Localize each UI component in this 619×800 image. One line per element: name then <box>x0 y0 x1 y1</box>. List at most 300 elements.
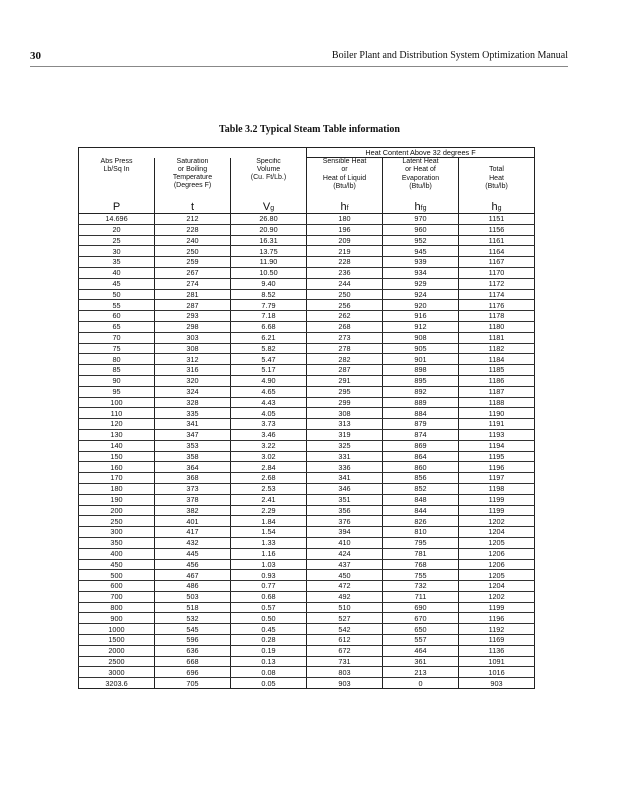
table-cell: 336 <box>307 462 383 473</box>
table-cell: 45 <box>79 278 155 289</box>
table-cell: 180 <box>79 483 155 494</box>
table-cell: 1500 <box>79 635 155 646</box>
table-cell: 55 <box>79 300 155 311</box>
table-cell: 346 <box>307 483 383 494</box>
symbol-row <box>79 201 535 214</box>
table-row <box>79 462 535 473</box>
table-cell: 80 <box>79 354 155 365</box>
table-cell: 844 <box>383 505 459 516</box>
column-header-line: Lb/Sq In <box>103 165 130 173</box>
table-cell: 600 <box>79 581 155 592</box>
column-header <box>383 158 459 202</box>
table-cell: 200 <box>79 505 155 516</box>
table-cell: 40 <box>79 267 155 278</box>
column-header-line: Total <box>489 166 504 174</box>
table-cell: 596 <box>155 635 231 646</box>
table-cell: 803 <box>307 667 383 678</box>
column-symbol <box>383 201 459 214</box>
table-cell: 1178 <box>459 311 535 322</box>
table-cell: 268 <box>307 321 383 332</box>
table-cell: 376 <box>307 516 383 527</box>
table-cell: 1167 <box>459 257 535 268</box>
table-cell: 401 <box>155 516 231 527</box>
table-cell: 939 <box>383 257 459 268</box>
table-cell: 934 <box>383 267 459 278</box>
table-cell: 1199 <box>459 494 535 505</box>
table-cell: 1161 <box>459 235 535 246</box>
column-header-row <box>79 158 535 202</box>
table-cell: 1170 <box>459 267 535 278</box>
table-cell: 50 <box>79 289 155 300</box>
table-cell: 373 <box>155 483 231 494</box>
table-cell: 1193 <box>459 429 535 440</box>
table-cell: 1205 <box>459 570 535 581</box>
table-cell: 650 <box>383 624 459 635</box>
table-cell: 287 <box>307 365 383 376</box>
table-cell: 1156 <box>459 224 535 235</box>
table-row <box>79 635 535 646</box>
table-cell: 0.68 <box>231 591 307 602</box>
table-cell: 120 <box>79 419 155 430</box>
column-symbol-letter: P <box>112 201 121 213</box>
table-row <box>79 429 535 440</box>
table-cell: 1186 <box>459 375 535 386</box>
table-cell: 278 <box>307 343 383 354</box>
table-cell: 35 <box>79 257 155 268</box>
table-row <box>79 365 535 376</box>
table-cell: 1172 <box>459 278 535 289</box>
column-symbol-letter: h <box>491 201 498 213</box>
table-cell: 3000 <box>79 667 155 678</box>
table-cell: 700 <box>79 591 155 602</box>
table-cell: 668 <box>155 656 231 667</box>
table-cell: 860 <box>383 462 459 473</box>
table-cell: 705 <box>155 678 231 689</box>
table-cell: 274 <box>155 278 231 289</box>
table-cell: 90 <box>79 375 155 386</box>
table-cell: 3203.6 <box>79 678 155 689</box>
table-cell: 1164 <box>459 246 535 257</box>
table-row <box>79 548 535 559</box>
column-header <box>155 158 231 202</box>
table-row <box>79 235 535 246</box>
table-row <box>79 375 535 386</box>
table-cell: 320 <box>155 375 231 386</box>
table-cell: 5.47 <box>231 354 307 365</box>
table-cell: 908 <box>383 332 459 343</box>
column-header-line: or Boiling <box>177 165 208 173</box>
table-cell: 1204 <box>459 581 535 592</box>
column-header <box>307 158 383 202</box>
table-cell: 1206 <box>459 559 535 570</box>
table-row <box>79 494 535 505</box>
column-header-line: Temperature <box>172 174 213 181</box>
table-cell: 889 <box>383 397 459 408</box>
table-cell: 0.05 <box>231 678 307 689</box>
table-cell: 4.43 <box>231 397 307 408</box>
column-symbol-letter: h <box>340 201 347 213</box>
table-cell: 960 <box>383 224 459 235</box>
table-cell: 417 <box>155 527 231 538</box>
table-cell: 170 <box>79 473 155 484</box>
column-symbol <box>459 201 535 214</box>
column-header-line: Evaporation <box>401 174 440 182</box>
table-row <box>79 343 535 354</box>
table-row <box>79 278 535 289</box>
table-cell: 361 <box>383 656 459 667</box>
column-header-line: (Cu. Ft/Lb.) <box>250 174 287 181</box>
table-cell: 250 <box>307 289 383 300</box>
table-cell: 313 <box>307 419 383 430</box>
table-cell: 929 <box>383 278 459 289</box>
table-cell: 874 <box>383 429 459 440</box>
table-cell: 912 <box>383 321 459 332</box>
table-cell: 6.68 <box>231 321 307 332</box>
column-symbol-subscript: g <box>497 204 502 212</box>
table-cell: 228 <box>307 257 383 268</box>
table-cell: 864 <box>383 451 459 462</box>
table-row <box>79 624 535 635</box>
table-cell: 1000 <box>79 624 155 635</box>
table-cell: 209 <box>307 235 383 246</box>
table-cell: 303 <box>155 332 231 343</box>
group-header-blank <box>79 148 307 158</box>
table-cell: 1151 <box>459 214 535 225</box>
table-cell: 432 <box>155 537 231 548</box>
table-cell: 2000 <box>79 645 155 656</box>
table-cell: 299 <box>307 397 383 408</box>
table-cell: 795 <box>383 537 459 548</box>
table-cell: 542 <box>307 624 383 635</box>
table-cell: 711 <box>383 591 459 602</box>
table-cell: 500 <box>79 570 155 581</box>
table-row <box>79 537 535 548</box>
table-cell: 14.696 <box>79 214 155 225</box>
table-cell: 4.05 <box>231 408 307 419</box>
table-row <box>79 397 535 408</box>
table-cell: 7.79 <box>231 300 307 311</box>
table-row <box>79 613 535 624</box>
table-cell: 557 <box>383 635 459 646</box>
table-cell: 952 <box>383 235 459 246</box>
column-header-line: Volume <box>256 165 281 173</box>
table-cell: 518 <box>155 602 231 613</box>
table-cell: 382 <box>155 505 231 516</box>
table-cell: 335 <box>155 408 231 419</box>
table-cell: 240 <box>155 235 231 246</box>
table-cell: 262 <box>307 311 383 322</box>
table-cell: 901 <box>383 354 459 365</box>
table-cell: 903 <box>459 678 535 689</box>
table-title: Table 3.2 Typical Steam Table information <box>219 124 400 135</box>
table-cell: 5.82 <box>231 343 307 354</box>
table-cell: 0.28 <box>231 635 307 646</box>
table-cell: 1204 <box>459 527 535 538</box>
table-cell: 920 <box>383 300 459 311</box>
table-cell: 1199 <box>459 505 535 516</box>
table-cell: 464 <box>383 645 459 656</box>
table-row <box>79 224 535 235</box>
table-cell: 900 <box>79 613 155 624</box>
table-row <box>79 419 535 430</box>
table-cell: 731 <box>307 656 383 667</box>
table-cell: 25 <box>79 235 155 246</box>
table-cell: 1180 <box>459 321 535 332</box>
table-row <box>79 440 535 451</box>
table-cell: 3.73 <box>231 419 307 430</box>
table-cell: 2500 <box>79 656 155 667</box>
table-cell: 331 <box>307 451 383 462</box>
steam-table <box>78 147 535 689</box>
table-row <box>79 332 535 343</box>
table-cell: 1187 <box>459 386 535 397</box>
table-cell: 892 <box>383 386 459 397</box>
table-cell: 612 <box>307 635 383 646</box>
column-header-line: or Heat of <box>405 166 436 174</box>
table-cell: 3.22 <box>231 440 307 451</box>
table-cell: 1206 <box>459 548 535 559</box>
column-header-line: Heat of Liquid <box>322 174 367 182</box>
table-cell: 4.65 <box>231 386 307 397</box>
table-cell: 879 <box>383 419 459 430</box>
table-cell: 1188 <box>459 397 535 408</box>
table-cell: 3.02 <box>231 451 307 462</box>
column-header-line: Sensible Heat <box>322 158 367 165</box>
table-cell: 437 <box>307 559 383 570</box>
table-cell: 212 <box>155 214 231 225</box>
table-cell: 130 <box>79 429 155 440</box>
table-cell: 293 <box>155 311 231 322</box>
table-cell: 75 <box>79 343 155 354</box>
table-cell: 1174 <box>459 289 535 300</box>
table-cell: 0.08 <box>231 667 307 678</box>
table-cell: 905 <box>383 343 459 354</box>
running-head: Boiler Plant and Distribution System Optimization Manual <box>331 50 568 61</box>
table-cell: 1202 <box>459 516 535 527</box>
table-row <box>79 408 535 419</box>
table-row <box>79 656 535 667</box>
table-row <box>79 473 535 484</box>
table-cell: 13.75 <box>231 246 307 257</box>
column-header-line: Specific <box>256 157 281 165</box>
table-cell: 85 <box>79 365 155 376</box>
table-cell: 324 <box>155 386 231 397</box>
table-cell: 670 <box>383 613 459 624</box>
column-header <box>79 158 155 202</box>
table-row <box>79 602 535 613</box>
table-cell: 328 <box>155 397 231 408</box>
group-header: Heat Content Above 32 degrees F <box>307 148 535 158</box>
table-cell: 11.90 <box>231 257 307 268</box>
table-cell: 2.68 <box>231 473 307 484</box>
column-symbol-subscript: fg <box>420 204 427 212</box>
table-cell: 467 <box>155 570 231 581</box>
table-cell: 898 <box>383 365 459 376</box>
table-cell: 424 <box>307 548 383 559</box>
table-cell: 1195 <box>459 451 535 462</box>
table-cell: 903 <box>307 678 383 689</box>
table-cell: 916 <box>383 311 459 322</box>
table-cell: 7.18 <box>231 311 307 322</box>
table-cell: 1199 <box>459 602 535 613</box>
table-cell: 312 <box>155 354 231 365</box>
table-cell: 492 <box>307 591 383 602</box>
table-cell: 781 <box>383 548 459 559</box>
table-cell: 358 <box>155 451 231 462</box>
table-cell: 65 <box>79 321 155 332</box>
table-cell: 250 <box>155 246 231 257</box>
table-row <box>79 246 535 257</box>
table-cell: 228 <box>155 224 231 235</box>
column-symbol-letter: V <box>262 201 271 213</box>
table-row <box>79 300 535 311</box>
column-symbol <box>155 201 231 214</box>
table-cell: 190 <box>79 494 155 505</box>
column-header-line: Saturation <box>176 157 209 165</box>
table-cell: 259 <box>155 257 231 268</box>
table-cell: 0 <box>383 678 459 689</box>
table-row <box>79 591 535 602</box>
column-header-line: or <box>341 166 348 174</box>
table-row <box>79 570 535 581</box>
table-cell: 6.21 <box>231 332 307 343</box>
table-cell: 368 <box>155 473 231 484</box>
table-cell: 1.03 <box>231 559 307 570</box>
table-cell: 267 <box>155 267 231 278</box>
table-row <box>79 527 535 538</box>
table-cell: 30 <box>79 246 155 257</box>
table-cell: 10.50 <box>231 267 307 278</box>
table-cell: 319 <box>307 429 383 440</box>
table-cell: 236 <box>307 267 383 278</box>
table-cell: 1136 <box>459 645 535 656</box>
table-cell: 0.77 <box>231 581 307 592</box>
table-cell: 341 <box>155 419 231 430</box>
table-cell: 768 <box>383 559 459 570</box>
column-header <box>459 158 535 202</box>
table-cell: 1.84 <box>231 516 307 527</box>
table-row <box>79 483 535 494</box>
table-cell: 219 <box>307 246 383 257</box>
table-row <box>79 516 535 527</box>
column-header-line <box>459 158 534 166</box>
table-cell: 1184 <box>459 354 535 365</box>
table-cell: 945 <box>383 246 459 257</box>
table-cell: 690 <box>383 602 459 613</box>
table-cell: 287 <box>155 300 231 311</box>
column-header <box>231 158 307 202</box>
table-cell: 510 <box>307 602 383 613</box>
table-cell: 869 <box>383 440 459 451</box>
table-cell: 3.46 <box>231 429 307 440</box>
table-cell: 1.54 <box>231 527 307 538</box>
table-cell: 347 <box>155 429 231 440</box>
table-cell: 1185 <box>459 365 535 376</box>
table-cell: 1181 <box>459 332 535 343</box>
group-header-row <box>79 148 535 158</box>
table-cell: 298 <box>155 321 231 332</box>
column-header-line: (Btu/lb) <box>409 182 432 190</box>
table-cell: 450 <box>79 559 155 570</box>
table-cell: 0.13 <box>231 656 307 667</box>
table-row <box>79 645 535 656</box>
table-cell: 282 <box>307 354 383 365</box>
table-cell: 2.53 <box>231 483 307 494</box>
column-header-line: Abs Press <box>100 157 133 165</box>
table-cell: 1182 <box>459 343 535 354</box>
table-cell: 350 <box>79 537 155 548</box>
column-symbol-subscript: f <box>346 204 349 212</box>
table-row <box>79 451 535 462</box>
table-cell: 826 <box>383 516 459 527</box>
table-cell: 20.90 <box>231 224 307 235</box>
table-cell: 472 <box>307 581 383 592</box>
table-cell: 895 <box>383 375 459 386</box>
table-cell: 0.57 <box>231 602 307 613</box>
table-row <box>79 667 535 678</box>
header-rule <box>30 66 568 67</box>
table-cell: 1016 <box>459 667 535 678</box>
table-cell: 308 <box>155 343 231 354</box>
table-cell: 316 <box>155 365 231 376</box>
table-cell: 970 <box>383 214 459 225</box>
table-cell: 1.33 <box>231 537 307 548</box>
table-cell: 1169 <box>459 635 535 646</box>
table-row <box>79 354 535 365</box>
table-cell: 150 <box>79 451 155 462</box>
table-cell: 295 <box>307 386 383 397</box>
table-cell: 2.84 <box>231 462 307 473</box>
table-cell: 450 <box>307 570 383 581</box>
table-cell: 1194 <box>459 440 535 451</box>
table-cell: 856 <box>383 473 459 484</box>
table-cell: 95 <box>79 386 155 397</box>
column-symbol <box>307 201 383 214</box>
table-cell: 1190 <box>459 408 535 419</box>
table-cell: 378 <box>155 494 231 505</box>
table-cell: 852 <box>383 483 459 494</box>
table-cell: 503 <box>155 591 231 602</box>
table-row <box>79 267 535 278</box>
table-row <box>79 505 535 516</box>
table-cell: 636 <box>155 645 231 656</box>
column-symbol <box>79 201 155 214</box>
table-cell: 800 <box>79 602 155 613</box>
table-cell: 70 <box>79 332 155 343</box>
table-cell: 300 <box>79 527 155 538</box>
table-cell: 1205 <box>459 537 535 548</box>
table-cell: 140 <box>79 440 155 451</box>
table-cell: 4.90 <box>231 375 307 386</box>
table-cell: 16.31 <box>231 235 307 246</box>
table-cell: 486 <box>155 581 231 592</box>
table-cell: 291 <box>307 375 383 386</box>
column-symbol-letter: t <box>190 201 195 213</box>
column-header-line: (Degrees F) <box>173 182 212 190</box>
table-cell: 100 <box>79 397 155 408</box>
table-cell: 410 <box>307 537 383 548</box>
table-cell: 0.45 <box>231 624 307 635</box>
table-cell: 1192 <box>459 624 535 635</box>
table-row <box>79 257 535 268</box>
table-cell: 110 <box>79 408 155 419</box>
table-cell: 545 <box>155 624 231 635</box>
table-cell: 1196 <box>459 462 535 473</box>
table-cell: 26.80 <box>231 214 307 225</box>
table-cell: 20 <box>79 224 155 235</box>
table-cell: 9.40 <box>231 278 307 289</box>
table-row <box>79 311 535 322</box>
